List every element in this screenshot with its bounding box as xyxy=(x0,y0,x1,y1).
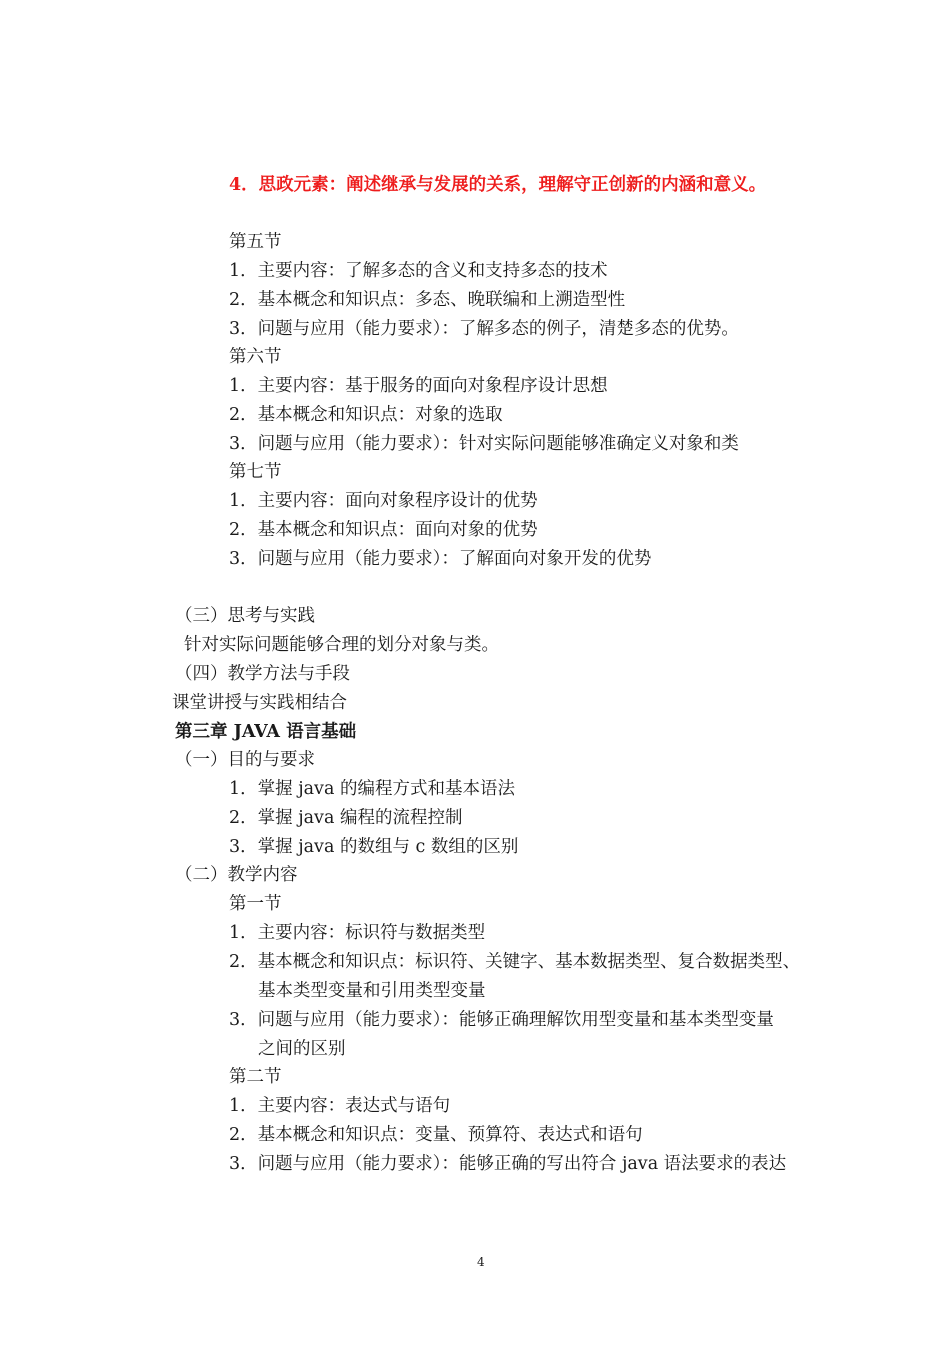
section-6-item-1: 1．主要内容：基于服务的面向对象程序设计思想 xyxy=(229,376,608,396)
page-number: 4 xyxy=(477,1255,485,1269)
section-7-title: 第七节 xyxy=(229,462,282,482)
ch3-section-2-item-3: 3．问题与应用（能力要求）：能够正确的写出符合 java 语法要求的表达 xyxy=(229,1154,787,1174)
think-practice-title: （三）思考与实践 xyxy=(175,606,315,626)
think-practice-body: 针对实际问题能够合理的划分对象与类。 xyxy=(184,635,499,655)
ch3-section-1-item-2: 2．基本概念和知识点：标识符、关键字、基本数据类型、复合数据类型、 xyxy=(229,952,801,972)
section-6-item-2: 2．基本概念和知识点：对象的选取 xyxy=(229,405,503,425)
section-7-item-1: 1．主要内容：面向对象程序设计的优势 xyxy=(229,491,538,511)
goals-item-3: 3．掌握 java 的数组与 c 数组的区别 xyxy=(229,837,519,857)
ch3-section-1-item-3-cont: 之间的区别 xyxy=(258,1039,346,1059)
section-5-item-2: 2．基本概念和知识点：多态、晚联编和上溯造型性 xyxy=(229,290,626,310)
section-5-item-3: 3．问题与应用（能力要求）：了解多态的例子，清楚多态的优势。 xyxy=(229,319,739,339)
teaching-method-title: （四）教学方法与手段 xyxy=(175,664,350,684)
ch3-section-2-item-1: 1．主要内容：表达式与语句 xyxy=(229,1096,451,1116)
content-title: （二）教学内容 xyxy=(175,865,298,885)
ch3-section-1-item-3: 3．问题与应用（能力要求）：能够正确理解饮用型变量和基本类型变量 xyxy=(229,1010,774,1030)
ch3-section-1-item-1: 1．主要内容：标识符与数据类型 xyxy=(229,923,486,943)
section-5-title: 第五节 xyxy=(229,232,282,252)
section-7-item-2: 2．基本概念和知识点：面向对象的优势 xyxy=(229,520,538,540)
goals-item-2: 2．掌握 java 编程的流程控制 xyxy=(229,808,463,828)
section-5-item-1: 1．主要内容：了解多态的含义和支持多态的技术 xyxy=(229,261,608,281)
goals-title: （一）目的与要求 xyxy=(175,750,315,770)
ch3-section-2-item-2: 2．基本概念和知识点：变量、预算符、表达式和语句 xyxy=(229,1125,643,1145)
ch3-section-2-title: 第二节 xyxy=(229,1067,282,1087)
section-6-item-3: 3．问题与应用（能力要求）：针对实际问题能够准确定义对象和类 xyxy=(229,434,739,454)
section-6-title: 第六节 xyxy=(229,347,282,367)
goals-item-1: 1．掌握 java 的编程方式和基本语法 xyxy=(229,779,515,799)
ideology-highlight: 4．思政元素：阐述继承与发展的关系，理解守正创新的内涵和意义。 xyxy=(229,175,767,195)
teaching-method-body: 课堂讲授与实践相结合 xyxy=(172,693,347,713)
ch3-section-1-item-2-cont: 基本类型变量和引用类型变量 xyxy=(258,981,486,1001)
section-7-item-3: 3．问题与应用（能力要求）：了解面向对象开发的优势 xyxy=(229,549,652,569)
chapter-3-title: 第三章 JAVA 语言基础 xyxy=(175,722,357,742)
ch3-section-1-title: 第一节 xyxy=(229,894,282,914)
